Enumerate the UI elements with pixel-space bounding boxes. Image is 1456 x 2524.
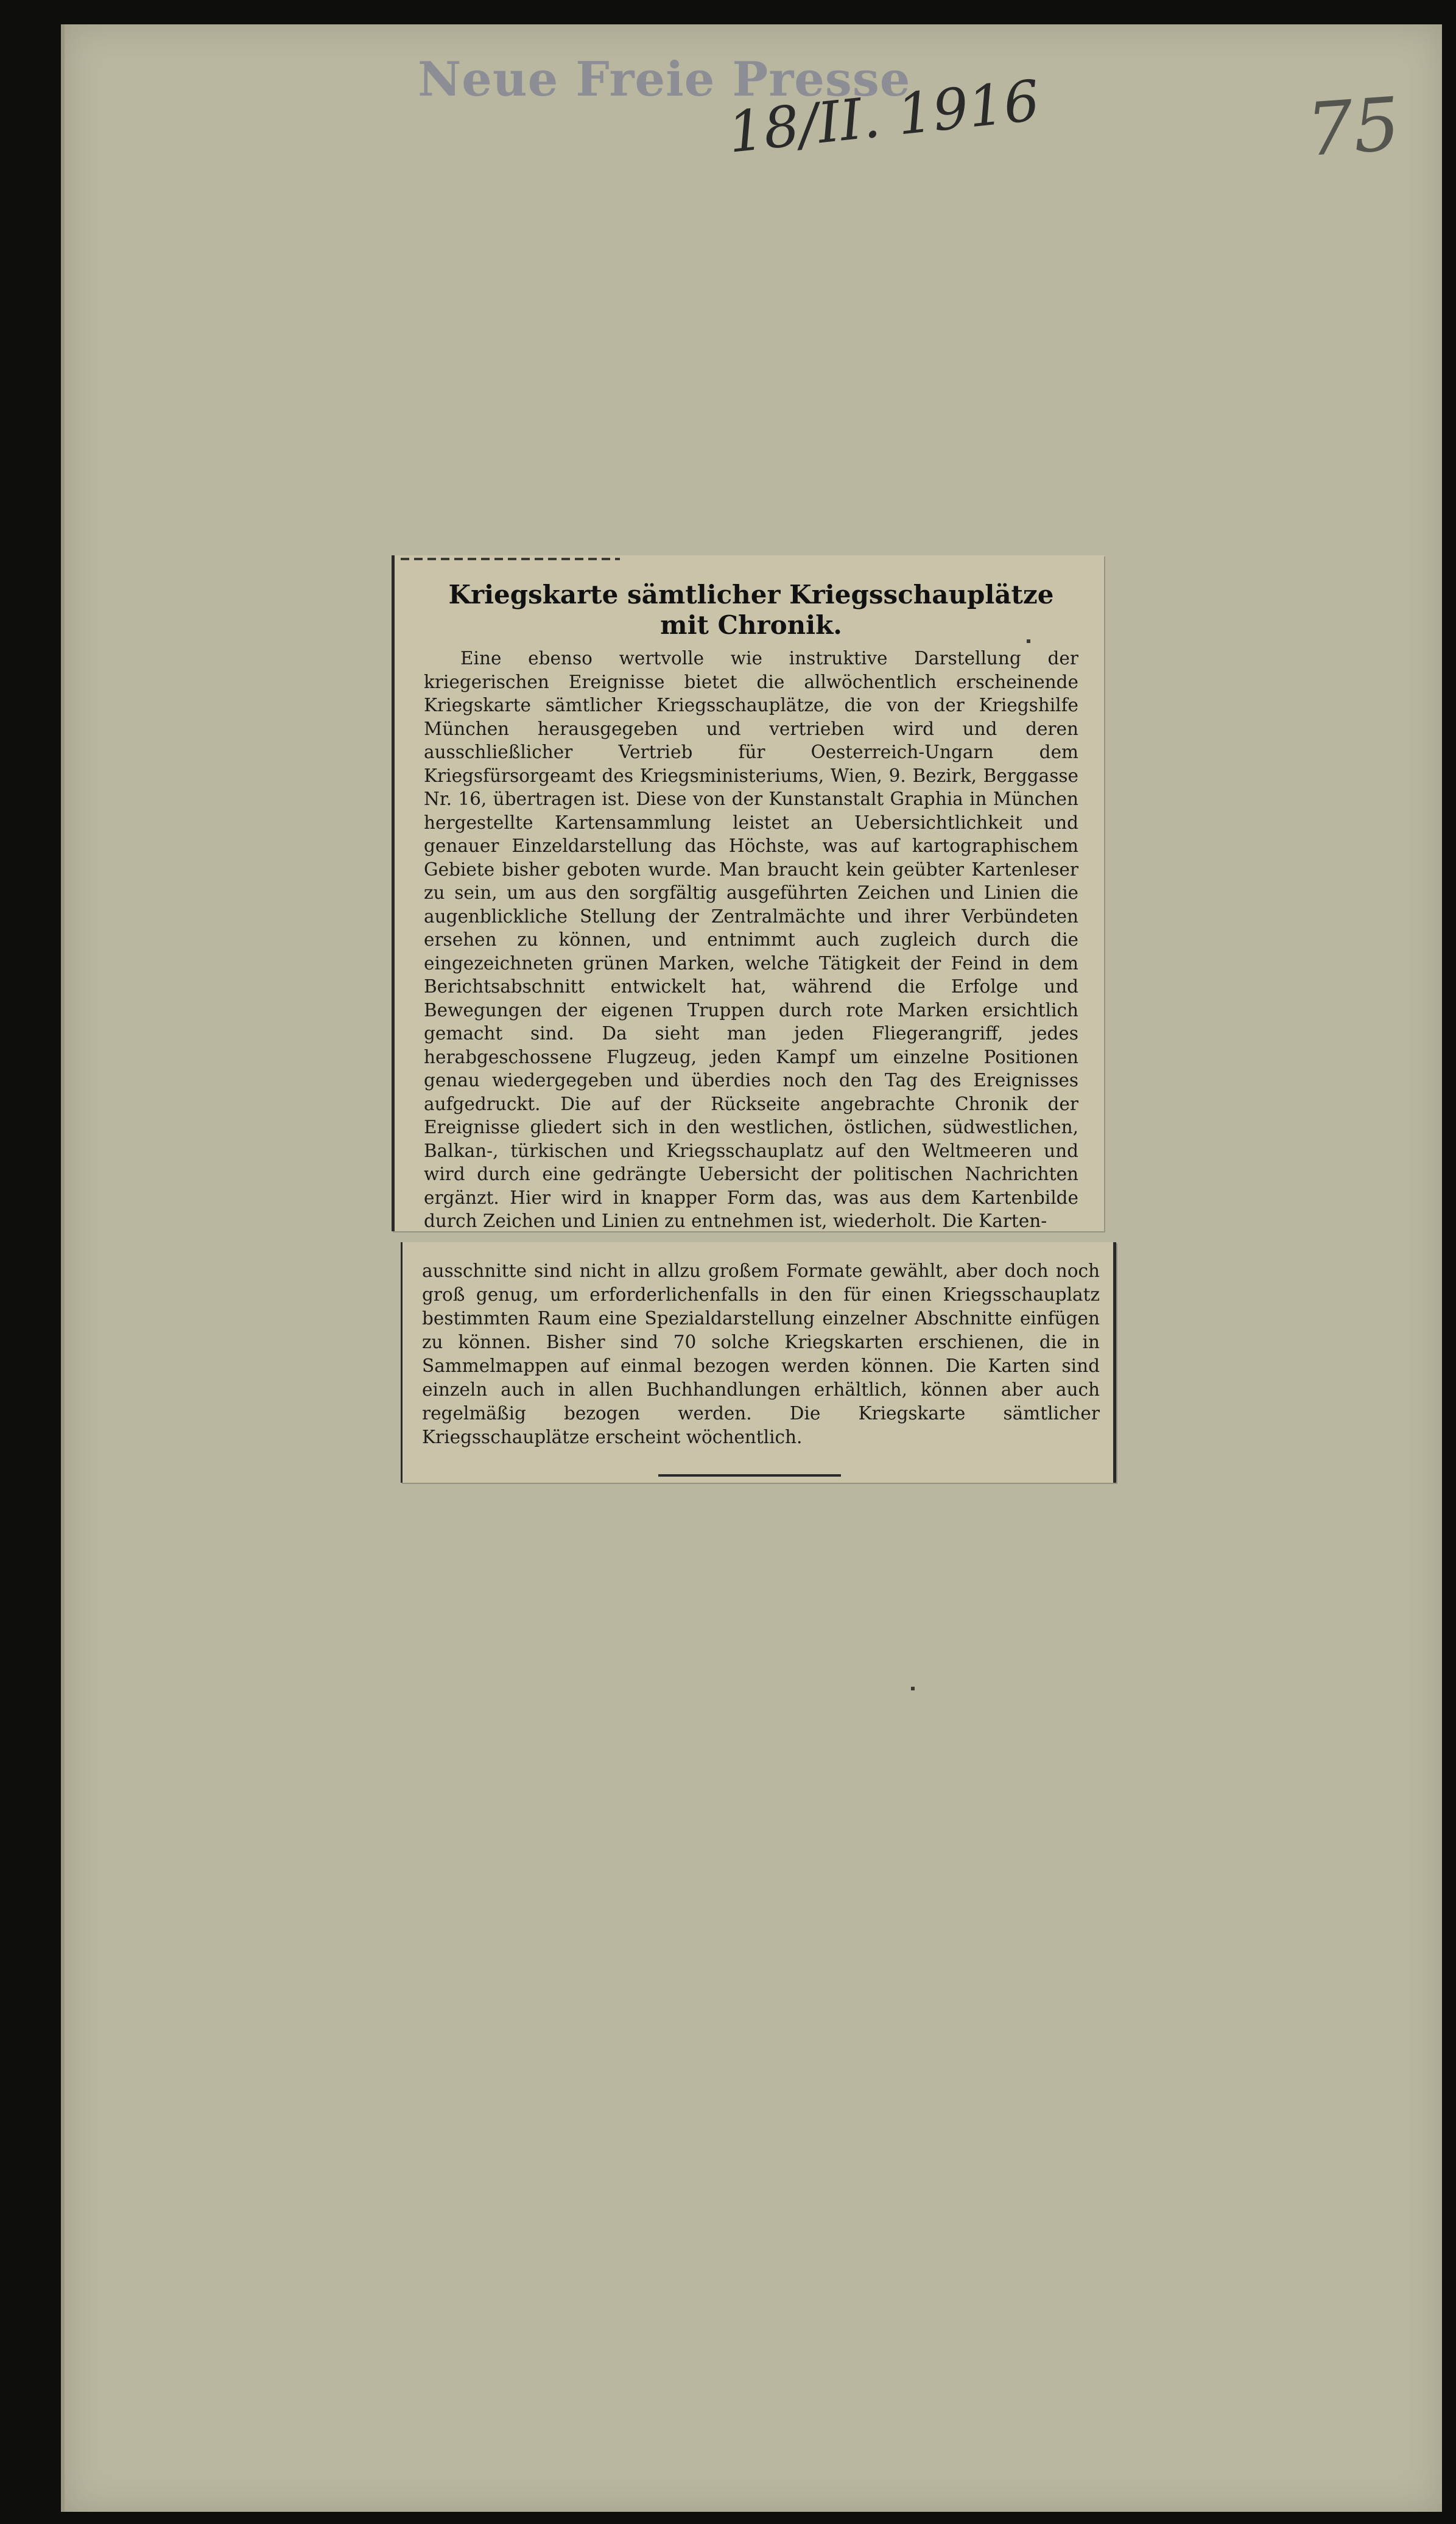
clipping-continuation (401, 1242, 1116, 1483)
paper-speck (911, 1687, 915, 1690)
article-headline: Kriegskarte sämtlicher Kriegsschauplätze mit Chronik. (448, 580, 1054, 640)
handwritten-date: 18/II. 1916 (725, 68, 1043, 166)
archive-sheet (61, 24, 1442, 2512)
article-continuation: ausschnitte sind nicht in allzu großem Formate gewählt, aber doch noch groß genug, um erforderlichenfalls in den für einen Kriegsschauplatz bestimmten Raum eine Spezialdarstellung einzelner Abschnitte einfügen zu können. Bisher sind 70 solche Kriegskarten erschienen, die in Sammelmappen auf einmal bezogen werden können. Die Karten sind einzeln auch in allen Buchhandlungen erhältlich, können aber auch regelmäßig bezogen werden. Die Kriegskarte sämtlicher Kriegsschauplätze erscheint wöchentlich. (422, 1260, 1100, 1447)
newspaper-stamp: Neue Freie Presse (418, 52, 911, 107)
paper-speck (1027, 639, 1030, 643)
end-rule (658, 1474, 841, 1477)
clipping-main (392, 555, 1104, 1231)
clipping-cut-line (401, 558, 620, 560)
handwritten-page-number: 75 (1304, 82, 1403, 174)
article-body: Eine ebenso wertvolle wie instruktive Darstellung der kriegerischen Ereignisse bietet die allwöchentlich erscheinende Kriegskarte sämtlicher Kriegsschauplätze, die von der Kriegshilfe München herausgegeben und vertrieben wird und deren ausschließlicher Vertrieb für Oesterreich-Ungarn dem Kriegsfürsorgeamt des Kriegsministeriums, Wien, 9. Bezirk, Berggasse Nr. 16, übertragen ist. Diese von der Kunstanstalt Graphia in München hergestellte Kartensammlung leistet an Uebersichtlichkeit und genauer Einzeldarstellung das Höchste, was auf kartographischem Gebiete bisher geboten wurde. Man braucht kein geübter Kartenleser zu sein, um aus den sorgfältig ausgeführten Zeichen und Linien die augenblickliche Stellung der Zentralmächte und ihrer Verbündeten ersehen zu können, und entnimmt auch zugleich durch die eingezeichneten grünen Marken, welche Tätigkeit der Feind in dem Berichtsabschnitt entwickelt hat, während die Erfolge und Bewegungen der eigenen Truppen durch rote Marken ersichtlich gemacht sind. Da sieht man jeden Fliegerangriff, jedes herabgeschossene Flugzeug, jeden Kampf um einzelne Positionen genau wiedergegeben und überdies noch den Tag des Ereignisses aufgedruckt. Die auf der Rückseite angebrachte Chronik der Ereignisse gliedert sich in den westlichen, östlichen, südwestlichen, Balkan-, türkischen und Kriegsschauplatz auf den Weltmeeren und wird durch eine gedrängte Uebersicht der politischen Nachrichten ergänzt. Hier wird in knapper Form das, was aus dem Kartenbilde durch Zeichen und Linien zu entnehmen ist, wiederholt. Die Karten- (424, 648, 1078, 1231)
